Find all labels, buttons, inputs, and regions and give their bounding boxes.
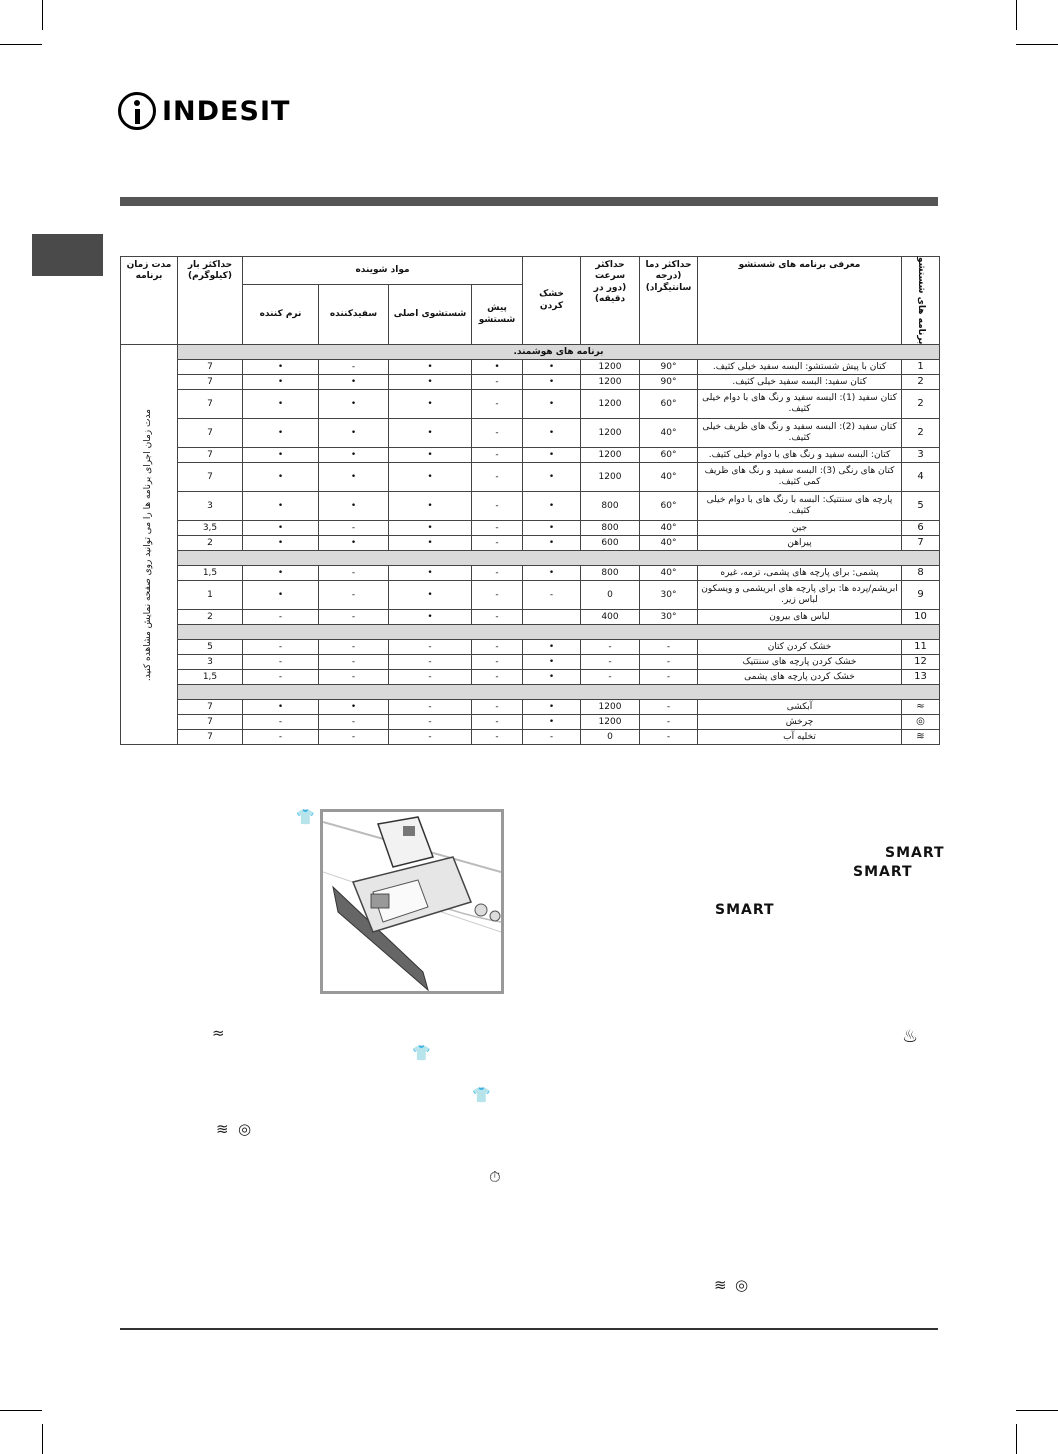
crop-mark	[42, 0, 43, 30]
max-load: 1,5	[178, 566, 243, 581]
bleach-mark: -	[319, 640, 389, 655]
main-wash-mark: -	[389, 655, 472, 670]
max-temperature: -	[640, 715, 698, 730]
header-rule	[120, 197, 938, 206]
softener-mark: •	[243, 566, 319, 581]
shirt-icon: 👕	[296, 808, 315, 826]
drying-mark: -	[523, 581, 581, 610]
drying-mark: •	[523, 492, 581, 521]
brand-logo	[118, 92, 290, 130]
table-row	[121, 700, 940, 715]
max-temperature: -	[640, 700, 698, 715]
main-wash-mark: -	[389, 700, 472, 715]
table-row	[121, 581, 940, 610]
max-temperature: 40°	[640, 521, 698, 536]
crop-mark	[0, 44, 42, 45]
softener-mark: -	[243, 655, 319, 670]
prewash-mark: -	[472, 581, 523, 610]
max-spin-speed: 1200	[581, 448, 640, 463]
max-temperature: -	[640, 730, 698, 745]
spin-icon: ◎	[238, 1120, 252, 1138]
bleach-mark: -	[319, 655, 389, 670]
drying-mark: -	[523, 730, 581, 745]
max-temperature: 60°	[640, 448, 698, 463]
max-spin-speed: -	[581, 670, 640, 685]
main-wash-mark: •	[389, 390, 472, 419]
prewash-mark: -	[472, 655, 523, 670]
max-load: 7	[178, 360, 243, 375]
program-number: 10	[902, 610, 940, 625]
max-load: 7	[178, 730, 243, 745]
max-load: 3	[178, 655, 243, 670]
bleach-mark: •	[319, 700, 389, 715]
prewash-mark: •	[472, 360, 523, 375]
bleach-mark: •	[319, 419, 389, 448]
detergent-drawer-illustration	[320, 809, 504, 994]
section-divider-row	[121, 625, 940, 640]
bleach-mark: •	[319, 536, 389, 551]
main-wash-mark: •	[389, 492, 472, 521]
bleach-mark: -	[319, 360, 389, 375]
program-description: کتان: البسه سفید و رنگ های با دوام خیلی کثیف.	[698, 448, 902, 463]
program-description: خشک کردن پارچه های پشمی	[698, 670, 902, 685]
prewash-mark: -	[472, 700, 523, 715]
table-row	[121, 640, 940, 655]
softener-mark: -	[243, 640, 319, 655]
softener-mark: •	[243, 360, 319, 375]
max-spin-speed: -	[581, 655, 640, 670]
max-load: 7	[178, 419, 243, 448]
prewash-mark: -	[472, 610, 523, 625]
spin-icon: ◎	[735, 1276, 749, 1294]
main-wash-mark: -	[389, 670, 472, 685]
max-spin-speed: 1200	[581, 715, 640, 730]
program-description: لباس های بیرون	[698, 610, 902, 625]
table-row	[121, 419, 940, 448]
table-row	[121, 655, 940, 670]
table-row	[121, 463, 940, 492]
softener-mark: •	[243, 448, 319, 463]
prewash-mark: -	[472, 640, 523, 655]
prewash-mark: -	[472, 566, 523, 581]
footer-rule	[120, 1328, 938, 1330]
max-spin-speed: 400	[581, 610, 640, 625]
program-number: 13	[902, 670, 940, 685]
main-wash-mark: •	[389, 610, 472, 625]
max-temperature: 90°	[640, 375, 698, 390]
bleach-mark: -	[319, 715, 389, 730]
header-duration: مدت زمان برنامه	[121, 257, 178, 345]
drain-icon: ≋	[714, 1276, 727, 1294]
max-temperature: -	[640, 640, 698, 655]
max-temperature: 30°	[640, 581, 698, 610]
max-load: 2	[178, 610, 243, 625]
drying-mark	[523, 610, 581, 625]
main-wash-mark: •	[389, 360, 472, 375]
program-description: کتان سفید (1): البسه سفید و رنگ های با دوام خیلی کثیف.	[698, 390, 902, 419]
softener-mark: •	[243, 581, 319, 610]
rinse-icon: ≈	[212, 1024, 225, 1042]
program-description: آبکشی	[698, 700, 902, 715]
section-divider	[178, 685, 940, 700]
brand-name: INDESIT	[162, 95, 291, 127]
softener-mark: •	[243, 390, 319, 419]
crop-mark	[1016, 1410, 1058, 1411]
max-load: 7	[178, 715, 243, 730]
max-spin-speed: 1200	[581, 390, 640, 419]
max-spin-speed: 1200	[581, 419, 640, 448]
main-wash-mark: •	[389, 581, 472, 610]
program-number: 2	[902, 390, 940, 419]
program-description: خشک کردن پارچه های سنتتیک	[698, 655, 902, 670]
max-temperature: 30°	[640, 610, 698, 625]
max-load: 7	[178, 463, 243, 492]
program-description: تخلیه آب	[698, 730, 902, 745]
section-divider	[178, 625, 940, 640]
program-description: چرخش	[698, 715, 902, 730]
header-max-load: حداکثر بار (کیلوگرم)	[178, 257, 243, 345]
max-spin-speed: 0	[581, 730, 640, 745]
max-temperature: 40°	[640, 536, 698, 551]
max-load: 3,5	[178, 521, 243, 536]
bleach-mark: •	[319, 390, 389, 419]
program-number: 1	[902, 360, 940, 375]
program-description: کتان سفید: البسه سفید خیلی کثیف.	[698, 375, 902, 390]
program-number: 12	[902, 655, 940, 670]
program-number: 5	[902, 492, 940, 521]
smart-logo: SMART	[715, 902, 775, 918]
bleach-mark: -	[319, 521, 389, 536]
max-spin-speed: 600	[581, 536, 640, 551]
bleach-mark: •	[319, 375, 389, 390]
drying-mark: •	[523, 521, 581, 536]
max-temperature: 90°	[640, 360, 698, 375]
table-row	[121, 610, 940, 625]
table-row	[121, 566, 940, 581]
max-temperature: 40°	[640, 463, 698, 492]
table-row	[121, 375, 940, 390]
program-number: 2	[902, 375, 940, 390]
bleach-mark: -	[319, 566, 389, 581]
crop-mark	[1016, 44, 1058, 45]
header-detergents: مواد شوینده	[243, 257, 523, 285]
table-row	[121, 360, 940, 375]
drying-mark: •	[523, 390, 581, 419]
iron-icon: ♨	[902, 1026, 919, 1047]
max-load: 7	[178, 375, 243, 390]
main-wash-mark: -	[389, 715, 472, 730]
bleach-mark: -	[319, 610, 389, 625]
header-softener: نرم کننده	[243, 284, 319, 344]
softener-mark: -	[243, 730, 319, 745]
softener-mark: -	[243, 670, 319, 685]
table-row	[121, 670, 940, 685]
drying-mark: •	[523, 566, 581, 581]
duration-note: مدت زمان اجرای برنامه ها را می توانید روی صفحه نمایش مشاهده کنید.	[121, 345, 178, 745]
program-description: جین	[698, 521, 902, 536]
header-program-no: برنامه های شستشو	[902, 257, 940, 345]
max-load: 5	[178, 640, 243, 655]
brand-i-icon	[118, 92, 156, 130]
drain-icon: ≋	[216, 1120, 229, 1138]
program-number: ≋	[902, 730, 940, 745]
header-drying: خشک کردن	[523, 257, 581, 345]
program-number: 9	[902, 581, 940, 610]
crop-mark	[1016, 1424, 1017, 1454]
softener-mark: -	[243, 715, 319, 730]
bleach-mark: •	[319, 492, 389, 521]
prewash-mark: -	[472, 463, 523, 492]
prewash-mark: -	[472, 536, 523, 551]
table-row	[121, 730, 940, 745]
max-temperature: 60°	[640, 492, 698, 521]
main-wash-mark: •	[389, 521, 472, 536]
prewash-mark: -	[472, 390, 523, 419]
drying-mark: •	[523, 463, 581, 492]
program-number: ≈	[902, 700, 940, 715]
prewash-mark: -	[472, 419, 523, 448]
max-load: 3	[178, 492, 243, 521]
max-load: 7	[178, 700, 243, 715]
header-max-speed: حداکثر سرعت (دور در دقیقه)	[581, 257, 640, 345]
softener-mark: •	[243, 419, 319, 448]
program-description: پشمی: برای پارچه های پشمی، ترمه، غیره	[698, 566, 902, 581]
table-row	[121, 390, 940, 419]
program-number: 7	[902, 536, 940, 551]
softener-mark: •	[243, 536, 319, 551]
smart-logo: SMART	[885, 845, 945, 861]
main-wash-mark: -	[389, 730, 472, 745]
main-wash-mark: •	[389, 448, 472, 463]
softener-mark: •	[243, 375, 319, 390]
max-load: 1	[178, 581, 243, 610]
header-bleach: سفیدکننده	[319, 284, 389, 344]
max-temperature: -	[640, 655, 698, 670]
drying-mark: •	[523, 419, 581, 448]
program-number: 11	[902, 640, 940, 655]
main-wash-mark: -	[389, 640, 472, 655]
max-spin-speed: 1200	[581, 700, 640, 715]
shirt-icon: 👕	[472, 1086, 491, 1104]
prewash-mark: -	[472, 375, 523, 390]
section-divider	[178, 551, 940, 566]
max-spin-speed: 0	[581, 581, 640, 610]
softener-mark: •	[243, 463, 319, 492]
max-spin-speed: -	[581, 640, 640, 655]
max-spin-speed: 800	[581, 492, 640, 521]
program-description: کتان با پیش شستشو: البسه سفید خیلی کثیف.	[698, 360, 902, 375]
bleach-mark: •	[319, 463, 389, 492]
header-prewash: پیش شستشو	[472, 284, 523, 344]
crop-mark	[0, 1410, 42, 1411]
program-number: ◎	[902, 715, 940, 730]
shirt-icon: 👕	[412, 1044, 431, 1062]
max-spin-speed: 1200	[581, 360, 640, 375]
prewash-mark: -	[472, 670, 523, 685]
prewash-mark: -	[472, 715, 523, 730]
program-number: 2	[902, 419, 940, 448]
max-load: 2	[178, 536, 243, 551]
max-temperature: 40°	[640, 419, 698, 448]
table-row	[121, 536, 940, 551]
header-main-wash: شستشوی اصلی	[389, 284, 472, 344]
drying-mark: •	[523, 700, 581, 715]
max-load: 1,5	[178, 670, 243, 685]
prewash-mark: -	[472, 448, 523, 463]
drying-mark: •	[523, 670, 581, 685]
drying-mark: •	[523, 715, 581, 730]
main-wash-mark: •	[389, 375, 472, 390]
drying-mark: •	[523, 640, 581, 655]
max-spin-speed: 1200	[581, 375, 640, 390]
softener-mark: •	[243, 521, 319, 536]
program-number: 3	[902, 448, 940, 463]
main-wash-mark: •	[389, 566, 472, 581]
table-row	[121, 715, 940, 730]
drying-mark: •	[523, 448, 581, 463]
program-number: 6	[902, 521, 940, 536]
table-row	[121, 448, 940, 463]
smart-logo: SMART	[853, 864, 913, 880]
drying-mark: •	[523, 360, 581, 375]
softener-mark: -	[243, 610, 319, 625]
main-wash-mark: •	[389, 419, 472, 448]
header-max-temp: حداکثر دما (درجه سانتیگراد)	[640, 257, 698, 345]
softener-mark: •	[243, 492, 319, 521]
drying-mark: •	[523, 655, 581, 670]
section-divider-row	[121, 551, 940, 566]
crop-mark	[1016, 0, 1017, 30]
prewash-mark: -	[472, 730, 523, 745]
program-number: 8	[902, 566, 940, 581]
program-number: 4	[902, 463, 940, 492]
program-description: پیراهن	[698, 536, 902, 551]
program-description: پارچه های سنتتیک: البسه با رنگ های با دوام خیلی کثیف.	[698, 492, 902, 521]
timer-icon: ⏱	[489, 1168, 501, 1186]
max-temperature: -	[640, 670, 698, 685]
prewash-mark: -	[472, 521, 523, 536]
drying-mark: •	[523, 536, 581, 551]
max-spin-speed: 1200	[581, 463, 640, 492]
section-smart-programs: برنامه های هوشمند.	[178, 345, 940, 360]
max-spin-speed: 800	[581, 521, 640, 536]
program-description: خشک کردن کتان	[698, 640, 902, 655]
program-description: کتان های رنگی (3): البسه سفید و رنگ های ظریف کمی کثیف.	[698, 463, 902, 492]
section-divider-row	[121, 685, 940, 700]
bleach-mark: -	[319, 730, 389, 745]
main-wash-mark: •	[389, 463, 472, 492]
program-table	[120, 256, 940, 745]
table-row	[121, 492, 940, 521]
main-wash-mark: •	[389, 536, 472, 551]
program-description: ابریشم/پرده ها: برای پارچه های ابریشمی و ویسکون لباس زیر.	[698, 581, 902, 610]
bleach-mark: -	[319, 670, 389, 685]
max-temperature: 60°	[640, 390, 698, 419]
table-row	[121, 521, 940, 536]
max-load: 7	[178, 390, 243, 419]
max-temperature: 40°	[640, 566, 698, 581]
drying-mark: •	[523, 375, 581, 390]
softener-mark: •	[243, 700, 319, 715]
bleach-mark: -	[319, 581, 389, 610]
bleach-mark: •	[319, 448, 389, 463]
max-spin-speed: 800	[581, 566, 640, 581]
prewash-mark: -	[472, 492, 523, 521]
header-description: معرفی برنامه های شستشو	[698, 257, 902, 345]
program-description: کتان سفید (2): البسه سفید و رنگ های ظریف خیلی کثیف.	[698, 419, 902, 448]
crop-mark	[42, 1424, 43, 1454]
max-load: 7	[178, 448, 243, 463]
language-tab	[32, 234, 103, 276]
